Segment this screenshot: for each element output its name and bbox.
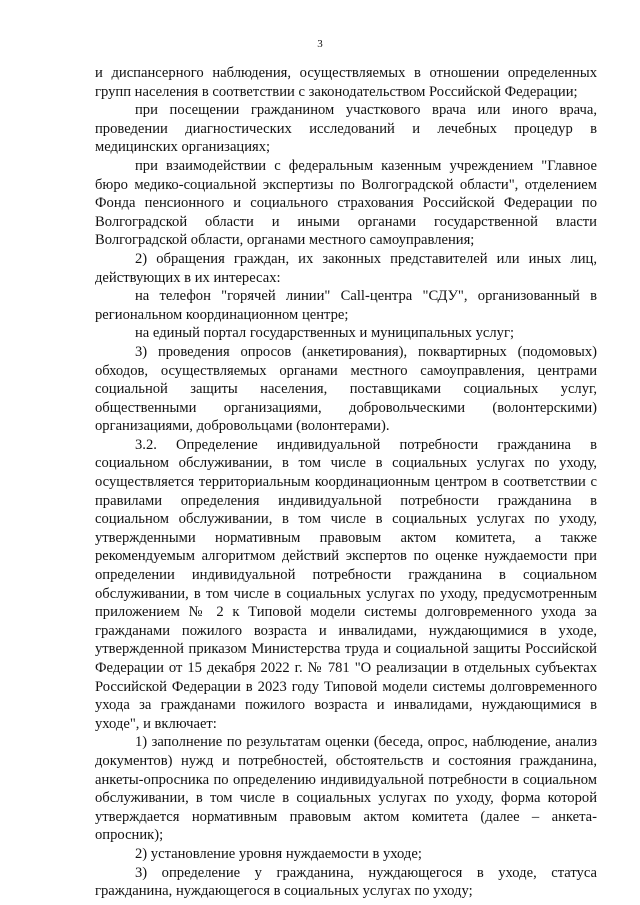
paragraph: при посещении гражданином участкового врача или иного врача, проведении диагностических исследований и лечебных процедур в медицинских организациях;: [95, 102, 597, 156]
paragraph: 3) определение у гражданина, нуждающегося в уходе, статуса гражданина, нуждающегося в социальных услугах по уходу;: [95, 864, 597, 900]
paragraph: на единый портал государственных и муниципальных услуг;: [135, 325, 515, 342]
page-number: 3: [317, 38, 323, 50]
paragraph: 1) заполнение по результатам оценки (беседа, опрос, наблюдение, анализ документов) нужд и потребностей, обстоятельств и состояния гражданина, анкеты-опросника по определению индивидуальной потребности в социальном обслуживании, в том числе в социальных услугах по уходу, форма которой утверждается нормативным правовым актом комитета (далее – анкета-опросник);: [95, 734, 597, 844]
paragraph: 3.2. Определение индивидуальной потребности гражданина в социальном обслуживании, в том числе в социальных услугах по уходу, осуществляется территориальным координационным центром в соответствии с правилами определения индивидуальной потребности гражданина в социальном обслуживании, в том числе в социальных услугах по уходу, утвержденными нормативным правовым актом комитета, а также рекомендуемым алгоритмом действий экспертов по оценке нуждаемости при определении индивидуальной потребности гражданина в социальном обслуживании, в том числе в социальных услугах по уходу, предусмотренным приложением № 2 к Типовой модели системы долговременного ухода за гражданами пожилого возраста и инвалидами, нуждающимися в уходе, утвержденной приказом Министерства труда и социальной защиты Российской Федерации от 15 декабря 2022 г. № 781 "О реализации в отдельных субъектах Российской Федерации в 2023 году Типовой модели системы долговременного ухода за гражданами пожилого возраста и инвалидами, нуждающимися в уходе", и включает:: [95, 436, 597, 732]
paragraph: 2) установление уровня нуждаемости в уходе;: [135, 845, 422, 862]
document-body: [95, 64, 597, 901]
paragraph: 3) проведения опросов (анкетирования), поквартирных (подомовых) обходов, осуществляемых органами местного самоуправления, центрами социальной защиты населения, поставщиками социальных услуг, общественными организациями, добровольческими (волонтерскими) организациями, добровольцами (волонтерами).: [95, 343, 597, 435]
paragraph: 2) обращения граждан, их законных представителей или иных лиц, действующих в их интересах:: [95, 250, 597, 286]
paragraph: и диспансерного наблюдения, осуществляемых в отношении определенных групп населения в соответствии с законодательством Российской Федерации;: [95, 65, 597, 100]
paragraph: при взаимодействии с федеральным казенным учреждением "Главное бюро медико-социальной экспертизы по Волгоградской области", отделением Фонда пенсионного и социального страхования Российской Федерации по Волгоградской области и иными органами государственной власти Волгоградской области, органами местного самоуправления;: [95, 157, 597, 249]
paragraph: на телефон "горячей линии" Call-центра "СДУ", организованный в региональном координационном центре;: [95, 288, 597, 323]
